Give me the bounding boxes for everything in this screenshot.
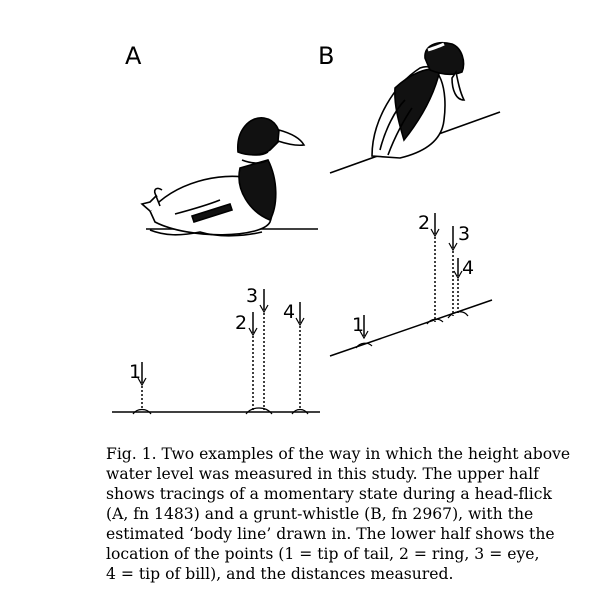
caption-line-2: water level was measured in this study. The upper half: [106, 465, 539, 483]
point-label-b-2: 2: [418, 212, 431, 234]
duck-a-drawing: [142, 118, 318, 236]
point-label-b-3: 3: [458, 223, 471, 245]
panel-label-b: B: [318, 42, 335, 70]
caption-line-5: estimated ‘body line’ drawn in. The lower half shows the: [106, 525, 555, 543]
point-label-b-1: 1: [352, 314, 365, 336]
panel-label-a: A: [125, 42, 142, 70]
point-label-b-4: 4: [462, 257, 475, 279]
point-label-a-3: 3: [246, 285, 259, 307]
caption-line-3: shows tracings of a momentary state during a head-flick: [106, 485, 552, 503]
figure-caption: [106, 444, 594, 584]
point-label-a-1: 1: [129, 361, 142, 383]
caption-line-6: location of the points (1 = tip of tail, 2 = ring, 3 = eye,: [106, 545, 540, 563]
point-label-a-2: 2: [235, 312, 248, 334]
caption-line-1: Fig. 1. Two examples of the way in which the height above: [106, 445, 571, 463]
caption-line-7: 4 = tip of bill), and the distances measured.: [106, 565, 454, 583]
duck-b-drawing: [330, 43, 500, 173]
point-label-a-4: 4: [283, 301, 296, 323]
caption-line-4: (A, fn 1483) and a grunt-whistle (B, fn 2967), with the: [106, 505, 534, 523]
